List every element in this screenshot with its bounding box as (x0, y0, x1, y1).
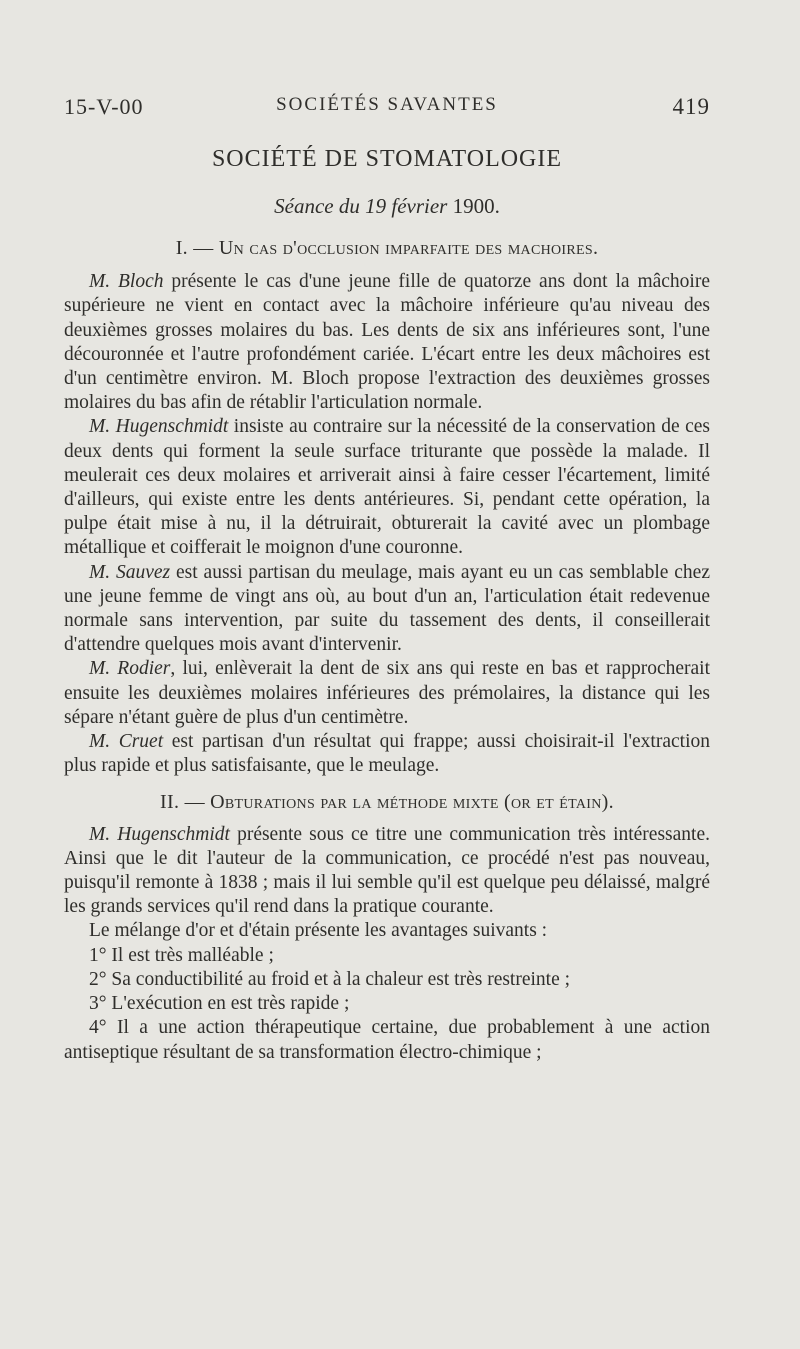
paragraph-text: présente sous ce titre une communication très intéressante. Ainsi que le dit l'auteur de la communication, ce procédé n'est pas nouveau, puisqu'il remonte à 1838 ; mais il lui semble qu'il est quelque peu délaissé, malgré les grands services qu'il rend dans la pratique courante. (64, 823, 710, 918)
paragraph (64, 730, 710, 778)
paragraph (64, 657, 710, 730)
speaker-name: M. Rodier (89, 658, 171, 680)
running-header (64, 94, 710, 124)
page-number: 419 (672, 94, 710, 119)
paragraph (64, 823, 710, 920)
paragraph (64, 415, 710, 560)
header-date: 15-V-00 (64, 94, 144, 119)
session-label: Séance du 19 février (274, 194, 448, 218)
speaker-name: M. Hugenschmidt (89, 823, 230, 845)
paragraph (64, 919, 710, 943)
list-item: 3° L'exécution en est très rapide ; (89, 993, 350, 1015)
paragraph-text: est partisan d'un résultat qui frappe; aussi choisirait-il l'extraction plus rapide et plus satisfaisante, que le meulage. (64, 731, 710, 777)
paragraph-text: insiste au contraire sur la nécessité de la conservation de ces deux dents qui forment la seule surface triturante que possède la malade. Il meulerait ces deux molaires et arriverait ainsi à faire cesser l'écartement, limité d'ailleurs, qui existe entre les dents antérieures. Si, pendant cette opération, la pulpe était mise à nu, il la détruirait, obturerait la cavité avec un plombage métallique et coifferait le moignon d'une couronne. (64, 416, 710, 559)
section-heading-1: I. — Un cas d'occlusion imparfaite des machoires. (175, 237, 599, 259)
session-date (64, 194, 710, 219)
paragraph-text: , lui, enlèverait la dent de six ans qui reste en bas et rapprocherait ensuite les deuxièmes molaires inférieures des prémolaires, la distance qui les sépare n'étant guère de plus d'un centimètre. (64, 658, 710, 728)
header-journal: SOCIÉTÉS SAVANTES (276, 94, 498, 115)
list-item: 1° Il est très malléable ; (89, 944, 274, 966)
paragraph (64, 270, 710, 415)
society-title: SOCIÉTÉ DE STOMATOLOGIE (211, 146, 563, 172)
paragraph-text: est aussi partisan du meulage, mais ayant eu un cas semblable chez une jeune femme de vingt ans où, au bout d'un an, l'articulation était redevenue normale sans intervention, par suite du tassement des dents, il conseillerait d'attendre quelques mois avant d'intervenir. (64, 561, 710, 656)
speaker-name: M. Bloch (89, 271, 164, 293)
paragraph-text: Le mélange d'or et d'étain présente les avantages suivants : (89, 920, 548, 942)
speaker-name: M. Sauvez (89, 561, 171, 583)
paragraph (64, 561, 710, 658)
list-item: 4° Il a une action thérapeutique certaine, due probablement à une action antiseptique résultant de sa transformation électro-chimique ; (64, 1017, 710, 1063)
session-year: 1900. (452, 194, 500, 218)
speaker-name: M. Hugenschmidt (89, 416, 229, 438)
speaker-name: M. Cruet (89, 731, 164, 753)
section-heading-2: II. — Obturations par la méthode mixte (or et étain). (160, 791, 614, 814)
article-body (64, 236, 710, 1065)
paragraph-text: présente le cas d'une jeune fille de quatorze ans dont la mâchoire supérieure ne vient en contact avec la mâchoire inférieure qu'au niveau des deuxièmes grosses molaires du bas. Les dents de six ans inférieures sont, l'une découronnée et l'autre profondément cariée. L'écart entre les deux mâchoires est d'un centimètre environ. M. Bloch propose l'extraction des deuxièmes grosses molaires du bas afin de rétablir l'articulation normale. (64, 271, 710, 414)
list-item: 2° Sa conductibilité au froid et à la chaleur est très restreinte ; (89, 968, 571, 990)
